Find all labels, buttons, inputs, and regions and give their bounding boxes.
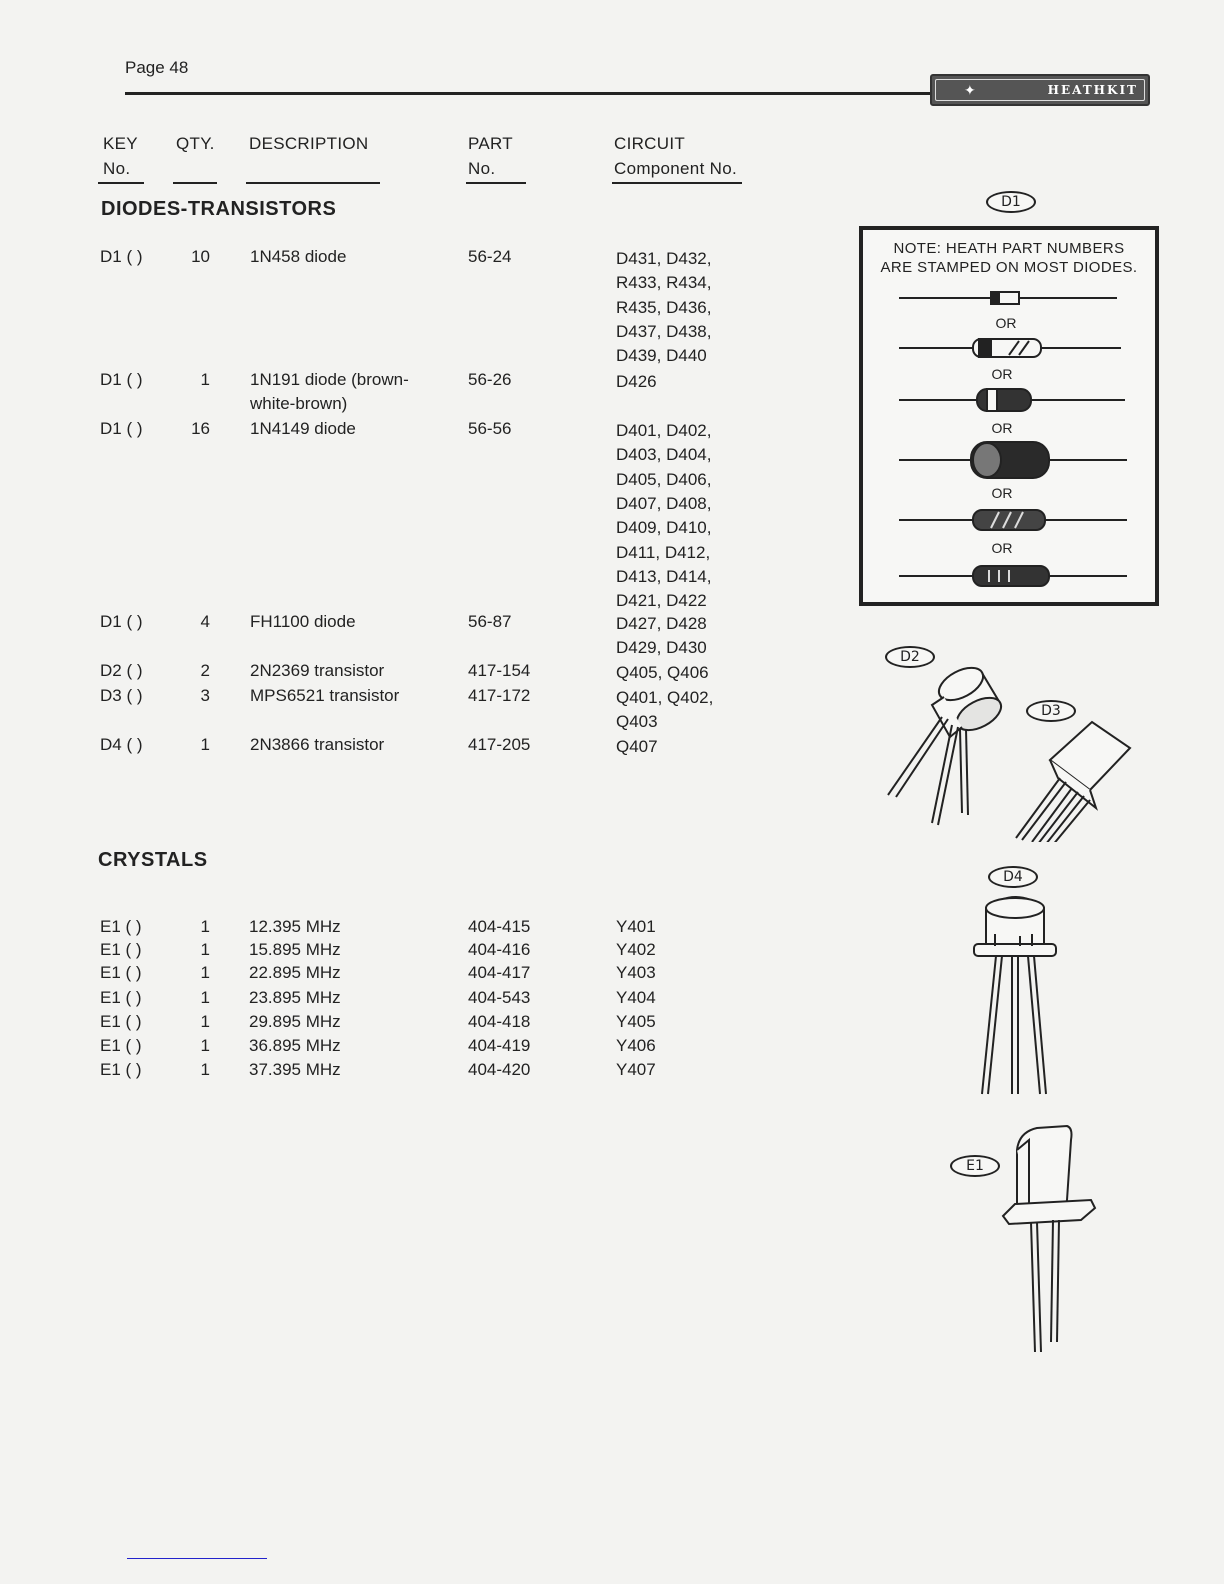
component-cell: D431, D432, — [616, 249, 712, 268]
heathkit-logo — [930, 74, 1150, 106]
qty-cell: 1 — [200, 1060, 210, 1079]
key-cell: E1 ( ) — [100, 988, 142, 1007]
part-cell: 417-172 — [468, 686, 531, 705]
key-cell: E1 ( ) — [100, 1060, 142, 1079]
part-cell: 56-24 — [468, 247, 512, 266]
component-cell: D401, D402, — [616, 421, 712, 440]
part-cell: 417-205 — [468, 735, 531, 754]
part-cell: 417-154 — [468, 661, 531, 680]
qty-cell: 1 — [200, 963, 210, 982]
component-cell: Y403 — [616, 963, 656, 982]
header-rule — [125, 92, 940, 95]
d2-transistor-icon — [870, 655, 1020, 830]
component-cell: Y406 — [616, 1036, 656, 1055]
part-cell: 56-56 — [468, 419, 512, 438]
component-cell: D439, D440 — [616, 346, 707, 366]
brand-text: HEATHKIT — [1047, 83, 1138, 97]
d4-label: D4 — [988, 866, 1038, 888]
key-cell: E1 ( ) — [100, 963, 142, 982]
diode-style-2-icon — [899, 339, 1121, 357]
diode-style-5-icon — [899, 510, 1127, 530]
or-label-1: OR — [995, 315, 1017, 331]
component-cell: D405, D406, — [616, 469, 712, 489]
component-cell: R433, R434, — [616, 273, 712, 293]
diode-style-4-icon — [899, 442, 1127, 478]
qty-cell: 10 — [191, 247, 210, 266]
component-cell: Q401, Q402, — [616, 688, 714, 707]
component-cell: D403, D404, — [616, 445, 712, 465]
component-cell: R435, D436, — [616, 297, 712, 317]
description-cell: FH1100 diode — [250, 612, 356, 631]
e1-label: E1 — [950, 1155, 1000, 1177]
qty-cell: 4 — [200, 612, 210, 631]
qty-cell: 16 — [191, 419, 210, 438]
component-cell: Y404 — [616, 988, 656, 1007]
description-cell: white-brown) — [250, 394, 348, 414]
component-cell: Y402 — [616, 940, 656, 959]
part-cell: 404-415 — [468, 917, 531, 936]
component-cell: D411, D412, — [616, 542, 711, 562]
col-header-qty: QTY. — [176, 134, 215, 153]
col-header-part: PART No. — [468, 134, 513, 178]
description-cell: 1N4149 diode — [250, 419, 356, 438]
col-underline-key — [98, 182, 144, 184]
part-cell: 404-416 — [468, 940, 531, 959]
col-header-description: DESCRIPTION — [249, 134, 369, 153]
qty-cell: 2 — [200, 661, 210, 680]
component-cell: Q407 — [616, 737, 658, 756]
d3-label: D3 — [1026, 700, 1076, 722]
section-title-crystals: CRYSTALS — [98, 849, 208, 871]
col-header-key: KEY No. — [103, 134, 138, 178]
key-cell: D2 ( ) — [100, 661, 143, 680]
part-cell: 404-420 — [468, 1060, 531, 1079]
or-label-3: OR — [991, 420, 1013, 436]
part-cell: 404-419 — [468, 1036, 531, 1055]
section-title-diodes: DIODES-TRANSISTORS — [101, 198, 337, 220]
d4-transistor-icon — [960, 886, 1070, 1101]
atom-icon: ✦ — [964, 82, 976, 98]
diode-style-3-icon — [899, 389, 1125, 411]
or-label-5: OR — [991, 540, 1013, 556]
key-cell: D1 ( ) — [100, 419, 143, 438]
description-cell: 22.895 MHz — [249, 963, 341, 982]
qty-cell: 1 — [200, 940, 210, 959]
col-underline-description — [246, 182, 380, 184]
part-cell: 56-87 — [468, 612, 512, 631]
part-cell: 404-417 — [468, 963, 531, 982]
d1-label: D1 — [986, 191, 1036, 213]
part-cell: 56-26 — [468, 370, 512, 389]
key-cell: E1 ( ) — [100, 917, 142, 936]
key-cell: D1 ( ) — [100, 612, 143, 631]
component-cell: Y407 — [616, 1060, 656, 1079]
component-cell: D437, D438, — [616, 321, 712, 341]
description-cell: 2N3866 transistor — [250, 735, 385, 754]
key-cell: D1 ( ) — [100, 370, 143, 389]
description-cell: 23.895 MHz — [249, 988, 341, 1007]
description-cell: 2N2369 transistor — [250, 661, 385, 680]
description-cell: 36.895 MHz — [249, 1036, 341, 1055]
e1-crystal-icon — [995, 1120, 1105, 1360]
description-cell: 29.895 MHz — [249, 1012, 341, 1031]
component-cell: D407, D408, — [616, 493, 712, 513]
col-header-circuit: CIRCUIT Component No. — [614, 134, 737, 178]
d3-transistor-icon — [1010, 712, 1140, 842]
diode-style-6-icon — [899, 566, 1127, 586]
description-cell: 1N458 diode — [250, 247, 347, 266]
footer-rule — [127, 1558, 267, 1559]
description-cell: 37.395 MHz — [249, 1060, 341, 1079]
col-underline-circuit — [612, 182, 742, 184]
component-cell: Q403 — [616, 712, 658, 732]
key-cell: E1 ( ) — [100, 1036, 142, 1055]
key-cell: D3 ( ) — [100, 686, 143, 705]
part-cell: 404-418 — [468, 1012, 531, 1031]
col-underline-qty — [173, 182, 217, 184]
component-cell: Y405 — [616, 1012, 656, 1031]
component-cell: D429, D430 — [616, 638, 707, 658]
component-cell: Y401 — [616, 917, 656, 936]
component-cell: Q405, Q406 — [616, 663, 709, 682]
or-label-4: OR — [991, 485, 1013, 501]
component-cell: D421, D422 — [616, 591, 707, 611]
description-cell: 1N191 diode (brown- — [250, 370, 409, 389]
page-number: Page 48 — [125, 58, 189, 77]
component-cell: D409, D410, — [616, 518, 712, 538]
part-cell: 404-543 — [468, 988, 531, 1007]
component-cell: D413, D414, — [616, 566, 712, 586]
d2-label: D2 — [885, 646, 935, 668]
key-cell: D1 ( ) — [100, 247, 143, 266]
col-underline-part — [466, 182, 526, 184]
diode-style-1-icon — [899, 292, 1117, 304]
component-cell: D426 — [616, 372, 657, 391]
key-cell: D4 ( ) — [100, 735, 143, 754]
qty-cell: 1 — [200, 988, 210, 1007]
description-cell: 12.395 MHz — [249, 917, 341, 936]
qty-cell: 1 — [200, 1036, 210, 1055]
description-cell: MPS6521 transistor — [250, 686, 400, 705]
key-cell: E1 ( ) — [100, 940, 142, 959]
note-text: NOTE: HEATH PART NUMBERS ARE STAMPED ON MOST DIODES. — [880, 240, 1138, 276]
qty-cell: 1 — [200, 917, 210, 936]
qty-cell: 3 — [200, 686, 210, 705]
qty-cell: 1 — [200, 1012, 210, 1031]
component-cell: D427, D428 — [616, 614, 707, 633]
description-cell: 15.895 MHz — [249, 940, 341, 959]
or-label-2: OR — [991, 366, 1013, 382]
qty-cell: 1 — [200, 370, 210, 389]
qty-cell: 1 — [200, 735, 210, 754]
key-cell: E1 ( ) — [100, 1012, 142, 1031]
